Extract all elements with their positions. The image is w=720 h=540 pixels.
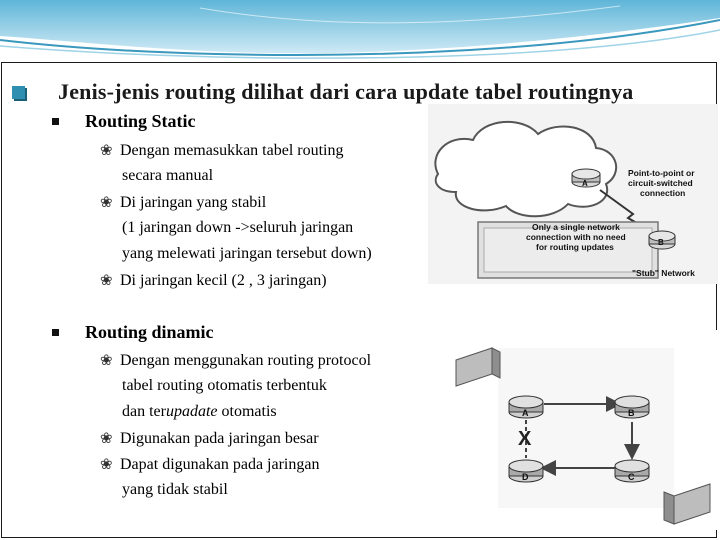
title-row (12, 78, 634, 106)
list-item: ❀ Dapat digunakan pada jaringan (100, 451, 319, 478)
section-static (52, 111, 196, 132)
list-item-cont: tabel routing otomatis terbentuk (122, 377, 327, 394)
hollow-bullet-icon: ❀ (100, 141, 113, 159)
router-d-label: D (522, 472, 529, 482)
router-b-label: B (628, 408, 635, 418)
hollow-bullet-icon: ❀ (100, 193, 113, 211)
router-b-label: B (658, 238, 664, 247)
header-banner (0, 0, 720, 64)
dynamic-routing-diagram (452, 330, 718, 530)
section-dynamic-heading: Routing dinamic (85, 322, 214, 342)
ptp-label: Point-to-point or circuit-switched connection (628, 168, 695, 198)
single-network-label: Only a single network connection with no need for routing updates (526, 222, 626, 252)
router-c-label: C (628, 472, 635, 482)
list-item: ❀ Digunakan pada jaringan besar (100, 425, 319, 452)
router-a-label: A (582, 179, 588, 188)
hollow-bullet-icon: ❀ (100, 351, 113, 369)
small-square-icon (52, 329, 59, 336)
list-item: ❀ Di jaringan kecil (2 , 3 jaringan) (100, 267, 327, 294)
list-item-cont: yang tidak stabil (122, 481, 228, 498)
stub-network-label: "Stub" Network (632, 268, 695, 278)
list-item: ❀ Dengan memasukkan tabel routing (100, 137, 344, 164)
link-failure-mark: X (518, 428, 532, 450)
square-bullet-icon (12, 86, 25, 99)
section-static-heading: Routing Static (85, 111, 196, 131)
router-a-label: A (522, 408, 529, 418)
list-item-cont: (1 jaringan down ->seluruh jaringan (122, 219, 354, 236)
hollow-bullet-icon: ❀ (100, 271, 113, 289)
list-item: ❀ Dengan menggunakan routing protocol (100, 347, 371, 374)
list-item-cont: dan terupadate otomatis (122, 403, 277, 420)
hollow-bullet-icon: ❀ (100, 455, 113, 473)
small-square-icon (52, 118, 59, 125)
hollow-bullet-icon: ❀ (100, 429, 113, 447)
list-item-cont: yang melewati jaringan tersebut down) (122, 245, 372, 262)
list-item: ❀ Di jaringan yang stabil (100, 189, 266, 216)
list-item-cont: secara manual (122, 167, 214, 184)
static-routing-diagram (428, 104, 718, 284)
slide-title: Jenis-jenis routing dilihat dari cara update tabel routingnya (58, 79, 634, 104)
section-dynamic (52, 322, 214, 343)
